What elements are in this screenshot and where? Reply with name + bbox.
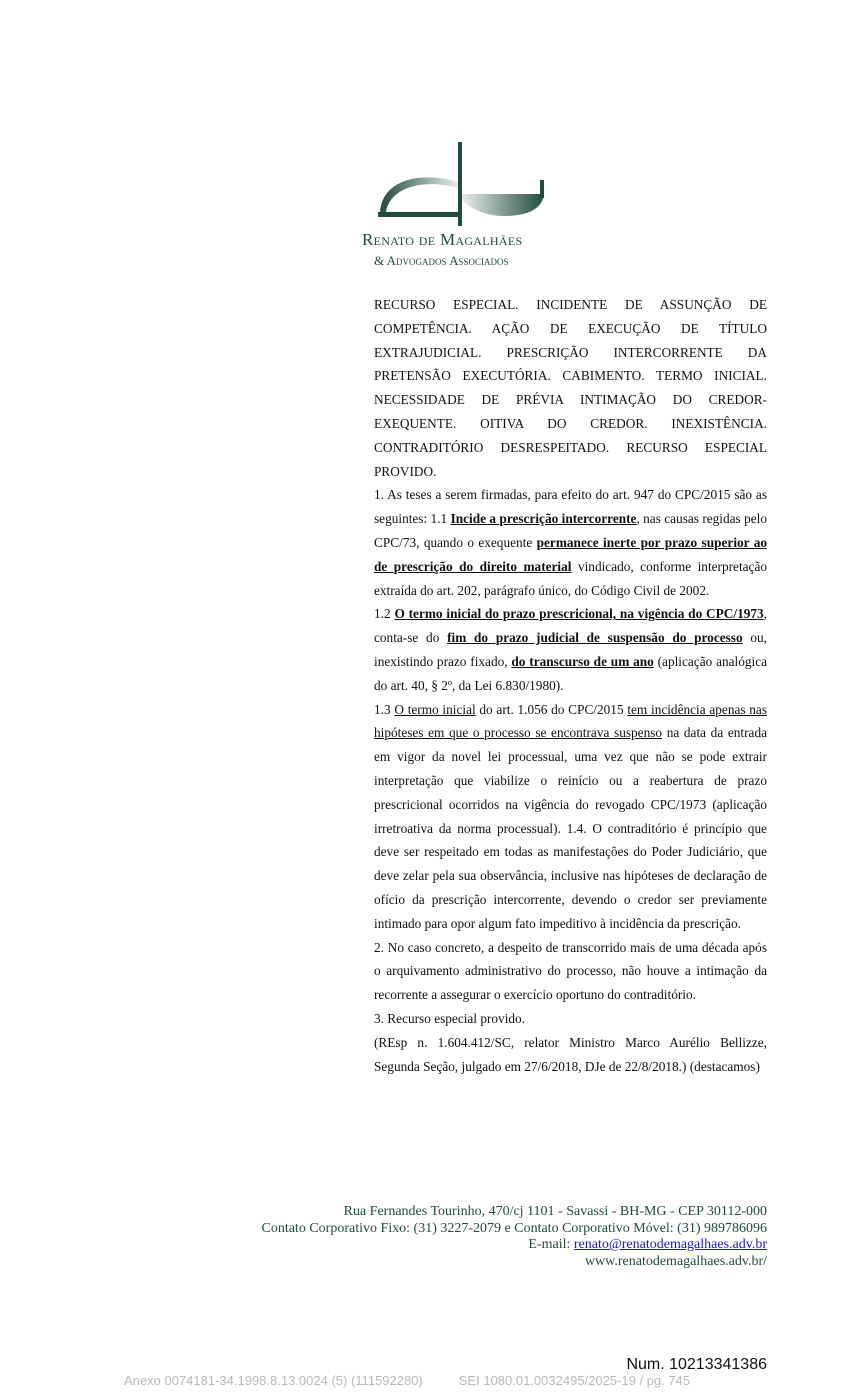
footer-phones: Contato Corporativo Fixo: (31) 3227-2079 e Contato Corporativo Móvel: (31) 989786096 [261, 1220, 767, 1236]
highlighted-text: Incide a prescrição intercorrente [450, 511, 637, 527]
text-run: do art. 1.056 do CPC/2015 [475, 701, 628, 717]
thesis-paragraph-1 [374, 483, 767, 602]
highlighted-text: permanece inerte por prazo superior ao de prescrição do direito material [374, 534, 767, 574]
text-run: , conta-se do [374, 606, 767, 646]
annex-reference: Anexo 0074181-34.1998.8.13.0024 (5) (111592280) [124, 1373, 423, 1388]
underlined-text: tem incidência apenas nas hipóteses em que o processo se encontrava suspenso [374, 701, 767, 741]
ementa-paragraph: RECURSO ESPECIAL. INCIDENTE DE ASSUNÇÃO DE COMPETÊNCIA. AÇÃO DE EXECUÇÃO DE TÍTULO EXTRAJUDICIAL. PRESCRIÇÃO INTERCORRENTE DA PRETENSÃO EXECUTÓRIA. CABIMENTO. TERMO INICIAL. NECESSIDADE DE PRÉVIA INTIMAÇÃO DO CREDOR-EXEQUENTE. OITIVA DO CREDOR. INEXISTÊNCIA. CONTRADITÓRIO DESRESPEITADO. RECURSO ESPECIAL PROVIDO. [374, 297, 767, 479]
footer-website: www.renatodemagalhaes.adv.br/ [584, 1253, 767, 1269]
page-watermark [124, 1373, 690, 1388]
email-link[interactable]: renato@renatodemagalhaes.adv.br [573, 1237, 767, 1252]
highlighted-text: O termo inicial do prazo prescricional, na vigência do CPC/1973 [394, 606, 764, 622]
underlined-text: O termo inicial [394, 701, 476, 717]
text-run: 1. As teses a serem firmadas, para efeito do art. 947 do CPC/2015 são as seguintes: 1.1 [374, 487, 767, 527]
db-monogram-logo [376, 138, 556, 230]
highlighted-text: do transcurso de um ano [511, 653, 654, 669]
footer-address: Rua Fernandes Tourinho, 470/cj 1101 - Savassi - BH-MG - CEP 30112-000 [343, 1204, 767, 1219]
text-run: (aplicação analógica do art. 40, § 2º, da Lei 6.830/1980). [374, 653, 768, 693]
letterhead-footer [261, 1204, 767, 1270]
text-run: na data da entrada em vigor da novel lei processual, uma vez que não se pode extrair interpretação que viabilize o reinício ou a reabertura de prazo prescricional ocorridos na vigência do revogado CPC/1973 (aplicação irretroativa da norma processual). 1.4. O contraditório é princípio que deve ser respeitado em todas as manifestações do Poder Judiciário, que deve zelar pela sua observância, inclusive nas hipóteses de declaração de ofício da prescrição intercorrente, devendo o credor ser previamente intimado para opor algum fato impeditivo à incidência da prescrição. [374, 725, 767, 931]
text-run: vindicado, conforme interpretação extraída do art. 202, parágrafo único, do Código Civil de 2002. [374, 558, 767, 598]
footer-email-line [261, 1237, 767, 1254]
decision-excerpt [374, 293, 767, 1078]
citation-paragraph: (REsp n. 1.604.412/SC, relator Ministro Marco Aurélio Bellizze, Segunda Seção, julgado em 27/6/2018, DJe de 22/8/2018.) (destacamos) [374, 1034, 767, 1074]
firm-logo [340, 138, 600, 278]
document-number: Num. 10213341386 [626, 1356, 767, 1373]
highlighted-text: fim do prazo judicial de suspensão do processo [447, 630, 743, 646]
text-run: ou, inexistindo prazo fixado, [374, 630, 768, 669]
thesis-paragraph-2 [374, 602, 767, 697]
firm-name: Renato de Magalhães [362, 230, 523, 249]
text-run: , nas causas regidas pelo CPC/73, quando o exequente [374, 511, 768, 550]
email-label: E-mail: [528, 1237, 574, 1252]
sei-reference: SEI 1080.01.0032495/2025-19 / pg. 745 [458, 1373, 691, 1388]
ruling-paragraph: 3. Recurso especial provido. [374, 1010, 526, 1026]
text-run: 1.2 [374, 606, 395, 622]
text-run: 1.3 [374, 701, 395, 717]
concrete-case-paragraph: 2. No caso concreto, a despeito de transcorrido mais de uma década após o arquivamento administrativo do processo, não houve a intimação da recorrente a assegurar o exercício oportuno do contraditório. [374, 939, 767, 1003]
thesis-paragraph-3 [374, 698, 767, 936]
firm-subtitle: & Advogados Associados [374, 253, 509, 268]
